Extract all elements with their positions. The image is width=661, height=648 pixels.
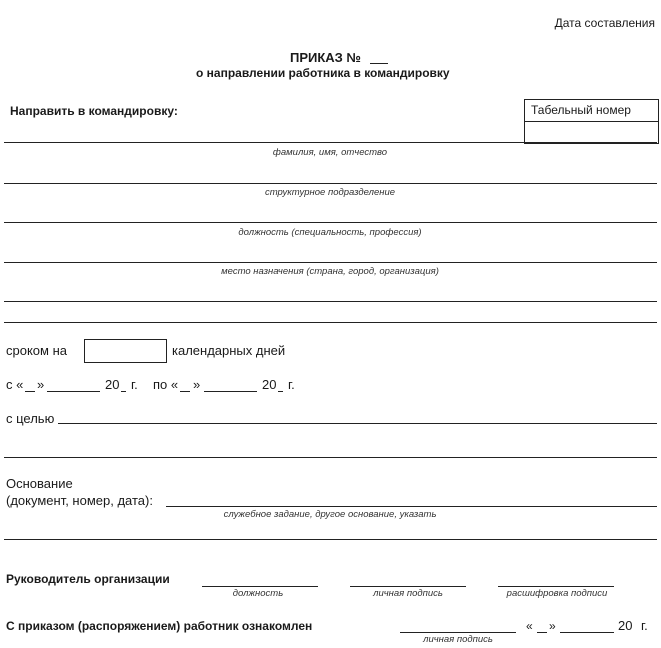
date-from-month-field[interactable]	[47, 391, 100, 392]
date-from-close-quote: »	[37, 377, 45, 392]
basis-sublabel: (документ, номер, дата):	[6, 493, 153, 508]
ack-open-quote: «	[526, 619, 533, 633]
purpose-label: с целью	[6, 411, 55, 426]
basis-label: Основание	[6, 476, 73, 491]
date-to-close-quote: »	[193, 377, 201, 392]
head-position-caption: должность	[232, 588, 284, 599]
head-decode-line[interactable]	[498, 586, 614, 587]
head-label: Руководитель организации	[6, 572, 170, 586]
ack-signature-line[interactable]	[400, 632, 516, 633]
purpose-extra-line[interactable]	[4, 457, 657, 458]
term-days-field[interactable]	[84, 339, 167, 363]
order-number-field[interactable]	[370, 63, 388, 64]
fio-caption: фамилия, имя, отчество	[272, 147, 388, 158]
destination-line[interactable]	[4, 262, 657, 263]
ack-year-prefix: 20	[618, 618, 633, 633]
head-position-line[interactable]	[202, 586, 318, 587]
department-caption: структурное подразделение	[264, 187, 396, 198]
basis-extra-line[interactable]	[4, 539, 657, 540]
term-suffix: календарных дней	[172, 343, 286, 358]
separator-line	[4, 322, 657, 323]
date-to-label: по «	[153, 377, 179, 392]
tab-number-field[interactable]	[524, 121, 659, 144]
order-title: ПРИКАЗ №	[290, 50, 361, 65]
term-prefix: сроком на	[6, 343, 67, 358]
ack-signature-caption: личная подпись	[423, 634, 493, 645]
date-to-year-prefix: 20	[262, 377, 277, 392]
ack-close-quote: »	[549, 619, 556, 633]
date-from-year-field[interactable]	[121, 391, 126, 392]
date-label: Дата составления	[554, 16, 655, 30]
date-from-day-field[interactable]	[25, 391, 35, 392]
date-from-label: с «	[6, 377, 24, 392]
ack-month-field[interactable]	[560, 632, 614, 633]
order-subtitle: о направлении работника в командировку	[196, 66, 450, 80]
date-to-month-field[interactable]	[204, 391, 257, 392]
fio-line[interactable]	[4, 142, 657, 143]
date-from-g: г.	[131, 377, 138, 392]
ack-day-field[interactable]	[537, 632, 547, 633]
position-line[interactable]	[4, 222, 657, 223]
destination-caption: место назначения (страна, город, организация)	[221, 266, 439, 277]
date-to-year-field[interactable]	[278, 391, 283, 392]
position-caption: должность (специальность, профессия)	[238, 227, 422, 238]
send-label: Направить в командировку:	[10, 104, 178, 118]
basis-line[interactable]	[166, 506, 657, 507]
date-from-year-prefix: 20	[105, 377, 120, 392]
ack-label: С приказом (распоряжением) работник ознакомлен	[6, 619, 313, 633]
ack-g: г.	[641, 618, 648, 633]
date-to-g: г.	[288, 377, 295, 392]
basis-caption: служебное задание, другое основание, указать	[223, 509, 437, 520]
head-decode-caption: расшифровка подписи	[506, 588, 608, 599]
tab-number-header	[524, 99, 659, 122]
department-line[interactable]	[4, 183, 657, 184]
head-signature-caption: личная подпись	[373, 588, 443, 599]
destination-extra-line[interactable]	[4, 301, 657, 302]
purpose-line[interactable]	[58, 423, 657, 424]
date-to-day-field[interactable]	[180, 391, 190, 392]
head-signature-line[interactable]	[350, 586, 466, 587]
tab-number-label: Табельный номер	[531, 103, 631, 117]
